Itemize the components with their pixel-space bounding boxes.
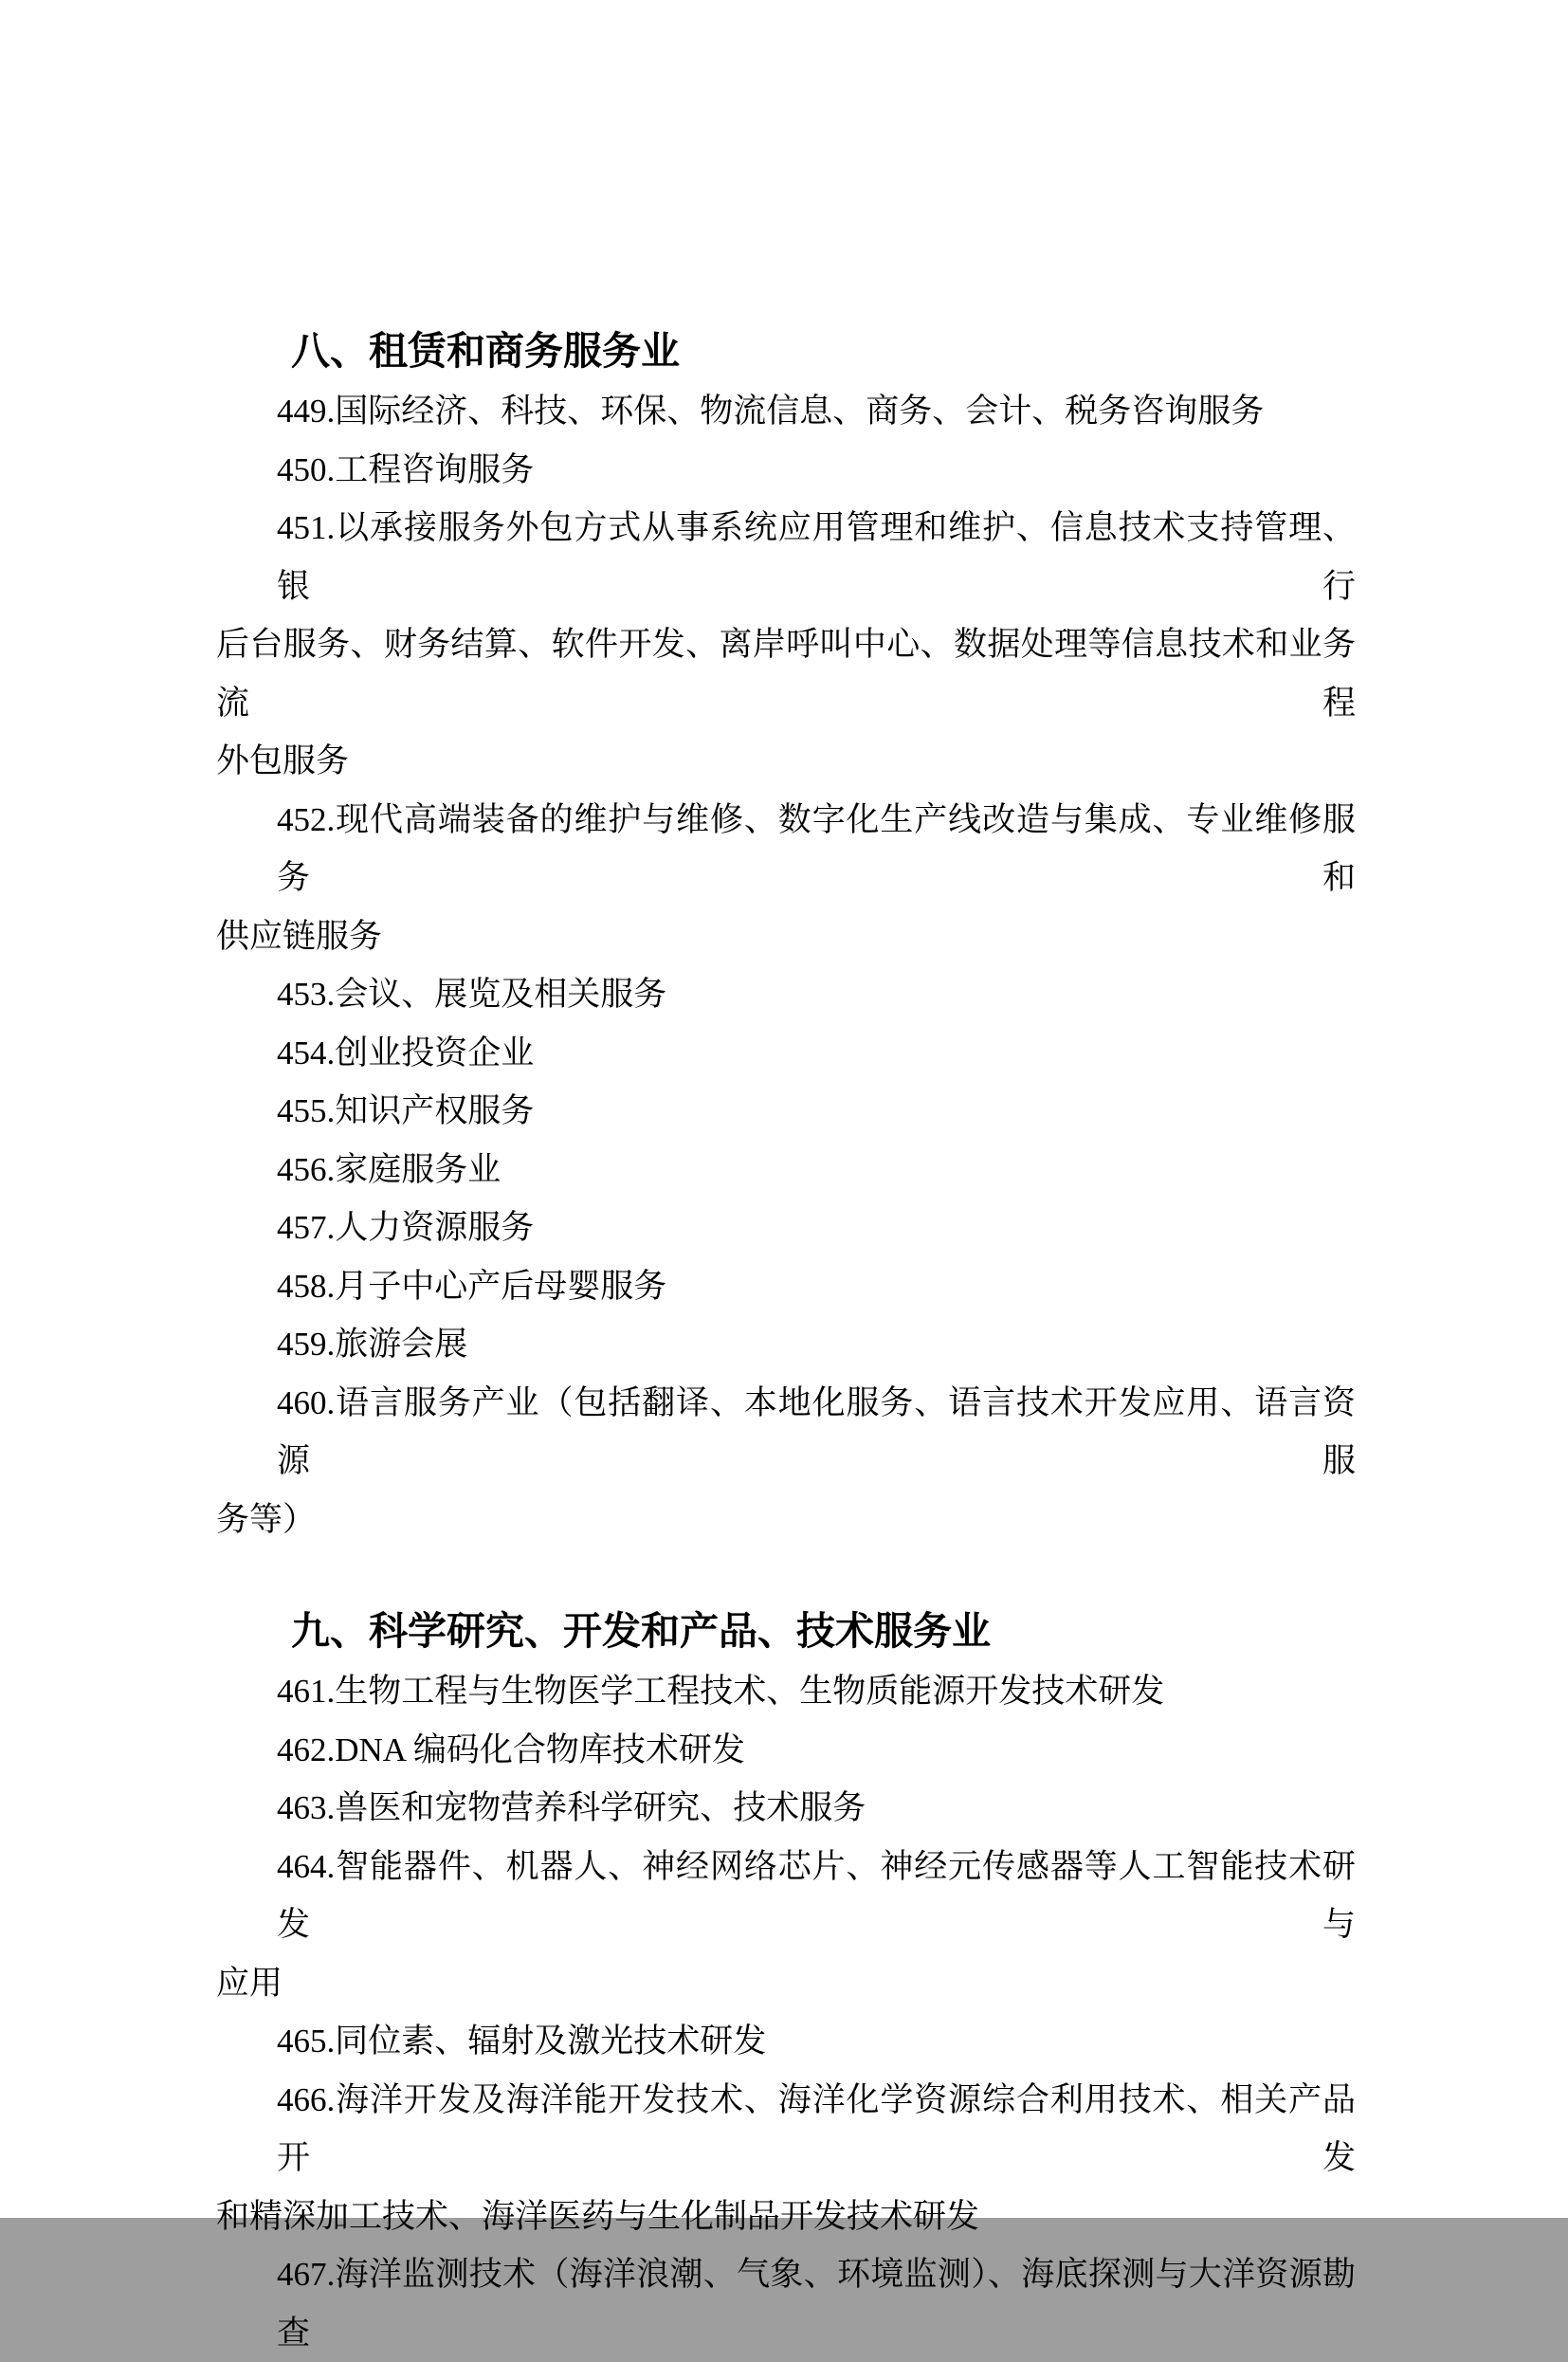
item-467-line-1: 467.海洋监测技术（海洋浪潮、气象、环境监测）、海底探测与大洋资源勘查 xyxy=(277,2256,1356,2352)
section-heading-9: 九、科学研究、开发和产品、技术服务业 xyxy=(291,1609,991,1653)
item-449-line-1: 449.国际经济、科技、环保、物流信息、商务、会计、税务咨询服务 xyxy=(277,393,1265,430)
item-460-line-1: 460.语言服务产业（包括翻译、本地化服务、语言技术开发应用、语言资源服 xyxy=(277,1383,1356,1479)
item-462-line-1: 462.DNA 编码化合物库技术研发 xyxy=(277,1730,745,1768)
item-459-line-1: 459.旅游会展 xyxy=(277,1326,468,1363)
item-464-line-2: 应用 xyxy=(216,1964,283,2002)
section-heading-8: 八、租赁和商务服务业 xyxy=(291,329,680,373)
item-461-line-1: 461.生物工程与生物医学工程技术、生物质能源开发技术研发 xyxy=(277,1673,1165,1710)
item-457-line-1: 457.人力资源服务 xyxy=(277,1209,535,1246)
item-453-line-1: 453.会议、展览及相关服务 xyxy=(277,976,667,1013)
item-451-line-3: 外包服务 xyxy=(216,742,350,779)
item-451-line-2: 后台服务、财务结算、软件开发、离岸呼叫中心、数据处理等信息技术和业务流程 xyxy=(216,626,1356,722)
item-466-line-1: 466.海洋开发及海洋能开发技术、海洋化学资源综合利用技术、相关产品开发 xyxy=(277,2080,1356,2176)
item-464-line-1: 464.智能器件、机器人、神经网络芯片、神经元传感器等人工智能技术研发与 xyxy=(277,1847,1356,1943)
item-451-line-1: 451.以承接服务外包方式从事系统应用管理和维护、信息技术支持管理、银行 xyxy=(277,509,1356,605)
item-455-line-1: 455.知识产权服务 xyxy=(277,1092,535,1129)
item-466-line-2: 和精深加工技术、海洋医药与生化制品开发技术研发 xyxy=(216,2197,980,2235)
document-content xyxy=(216,320,1356,2362)
item-454-line-1: 454.创业投资企业 xyxy=(277,1034,535,1071)
item-460-line-2: 务等） xyxy=(216,1500,317,1538)
item-450-line-1: 450.工程咨询服务 xyxy=(277,450,535,488)
item-458-line-1: 458.月子中心产后母婴服务 xyxy=(277,1267,667,1305)
item-465-line-1: 465.同位素、辐射及激光技术研发 xyxy=(277,2023,767,2060)
item-452-line-2: 供应链服务 xyxy=(216,917,383,955)
item-452-line-1: 452.现代高端装备的维护与维修、数字化生产线改造与集成、专业维修服务和 xyxy=(277,800,1356,896)
item-463-line-1: 463.兽医和宠物营养科学研究、技术服务 xyxy=(277,1789,866,1826)
item-456-line-1: 456.家庭服务业 xyxy=(277,1150,501,1188)
